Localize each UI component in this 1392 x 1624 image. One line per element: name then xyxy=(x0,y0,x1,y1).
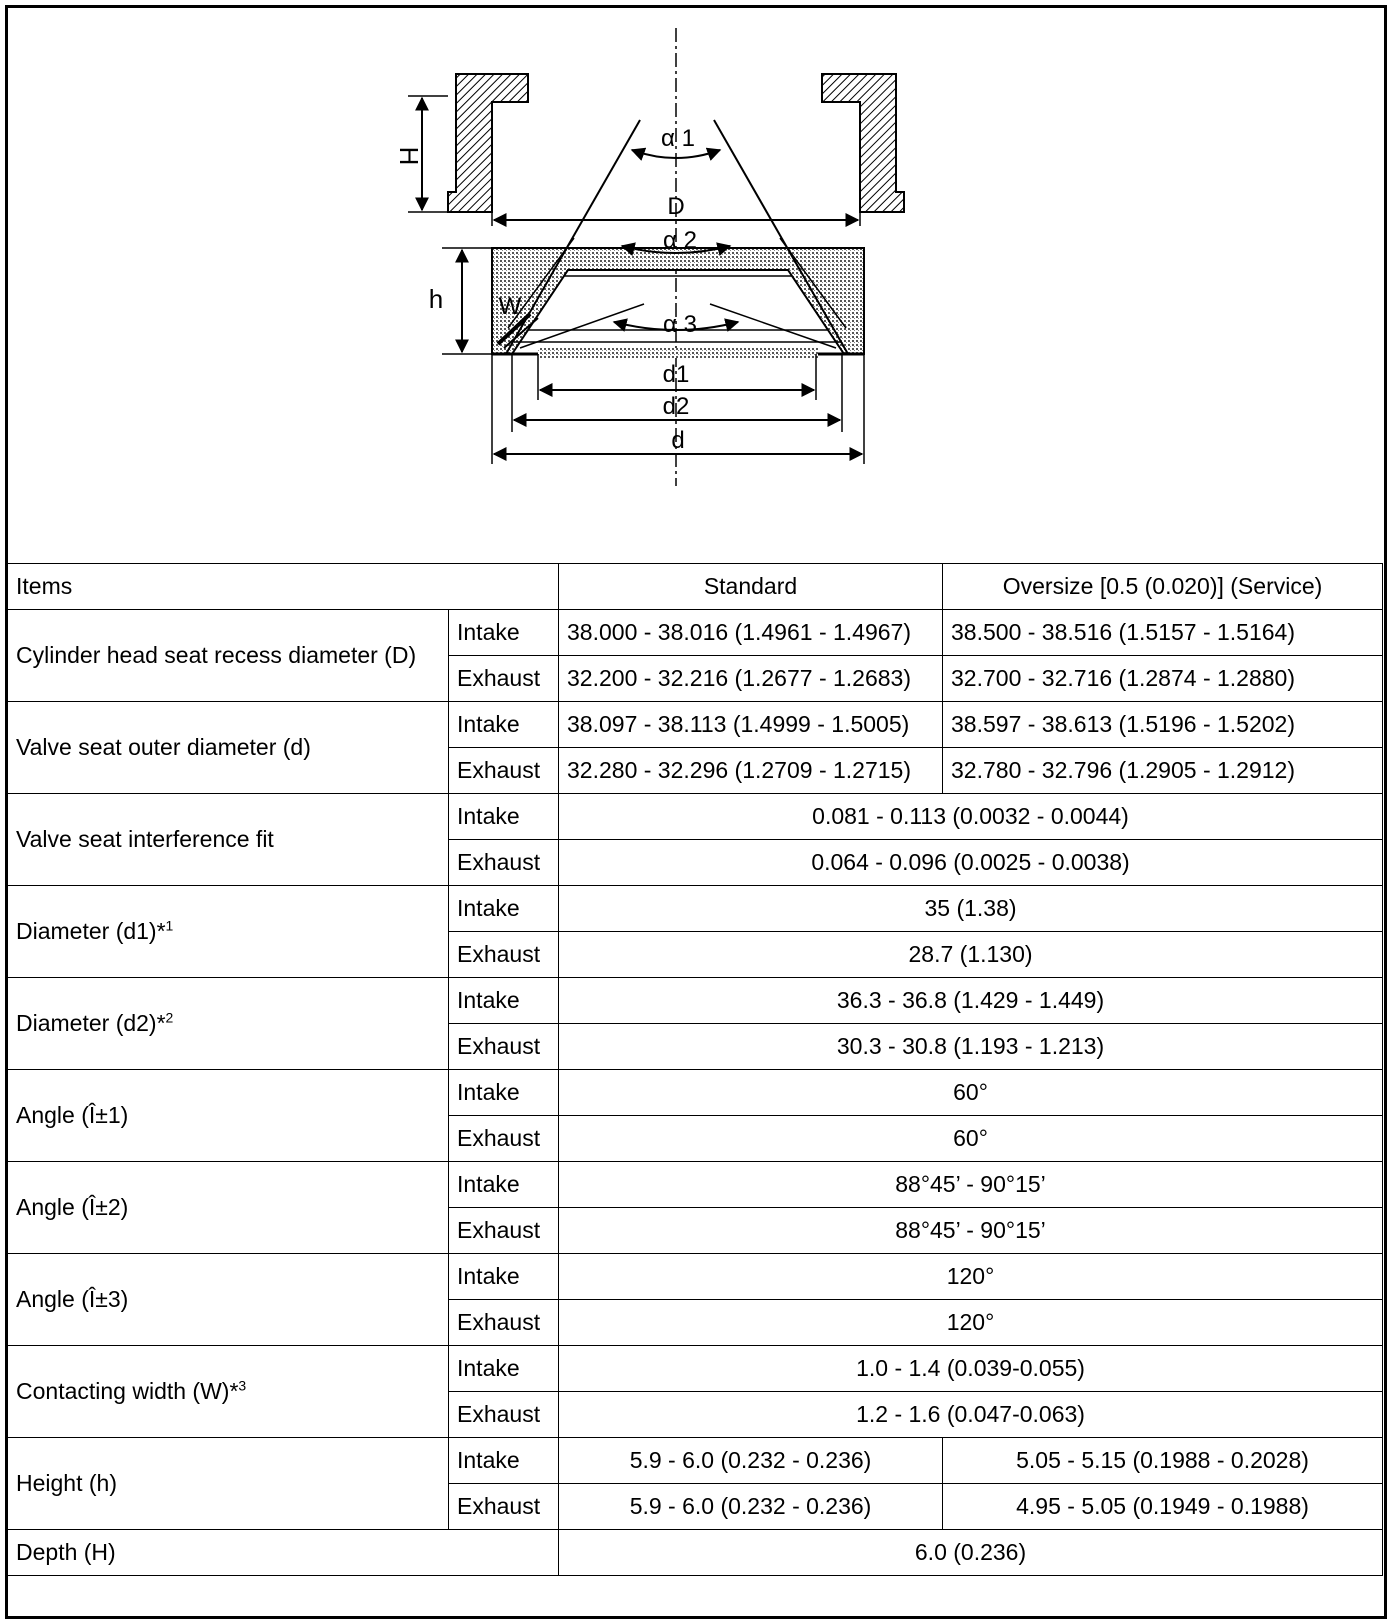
intake-label: Intake xyxy=(449,610,559,656)
exhaust-oversize-value: 32.780 - 32.796 (1.2905 - 1.2912) xyxy=(943,748,1383,794)
label-h: h xyxy=(428,284,444,314)
row-item-label: Height (h) xyxy=(8,1438,449,1530)
depth-label: Depth (H) xyxy=(8,1530,559,1576)
intake-value: 1.0 - 1.4 (0.039-0.055) xyxy=(559,1346,1383,1392)
intake-standard-value: 38.000 - 38.016 (1.4961 - 1.4967) xyxy=(559,610,943,656)
label-d1: d1 xyxy=(662,361,690,388)
row-item-label: Angle (Î±2) xyxy=(8,1162,449,1254)
exhaust-label: Exhaust xyxy=(449,932,559,978)
row-item-label: Valve seat interference fit xyxy=(8,794,449,886)
depth-value: 6.0 (0.236) xyxy=(559,1530,1383,1576)
row-item-text: Diameter (d2)* xyxy=(16,1010,166,1036)
row-item-label: Angle (Î±1) xyxy=(8,1070,449,1162)
intake-label: Intake xyxy=(449,1438,559,1484)
header-oversize: Oversize [0.5 (0.020)] (Service) xyxy=(943,564,1383,610)
intake-oversize-value: 38.500 - 38.516 (1.5157 - 1.5164) xyxy=(943,610,1383,656)
intake-value: 35 (1.38) xyxy=(559,886,1383,932)
intake-label: Intake xyxy=(449,1254,559,1300)
row-item-text: Diameter (d1)* xyxy=(16,918,166,944)
row-item-label: Angle (Î±3) xyxy=(8,1254,449,1346)
table-header-row xyxy=(8,564,1383,610)
table-row xyxy=(8,1162,1383,1208)
exhaust-oversize-value: 4.95 - 5.05 (0.1949 - 0.1988) xyxy=(943,1484,1383,1530)
exhaust-value: 120° xyxy=(559,1300,1383,1346)
intake-oversize-value: 38.597 - 38.613 (1.5196 - 1.5202) xyxy=(943,702,1383,748)
table-row xyxy=(8,978,1383,1024)
header-standard: Standard xyxy=(559,564,943,610)
exhaust-value: 88°45’ - 90°15’ xyxy=(559,1208,1383,1254)
intake-value: 120° xyxy=(559,1254,1383,1300)
intake-label: Intake xyxy=(449,794,559,840)
row-item-label xyxy=(8,886,449,978)
table-row xyxy=(8,610,1383,656)
label-H: H xyxy=(394,146,424,166)
intake-oversize-value: 5.05 - 5.15 (0.1988 - 0.2028) xyxy=(943,1438,1383,1484)
exhaust-label: Exhaust xyxy=(449,748,559,794)
exhaust-standard-value: 32.200 - 32.216 (1.2677 - 1.2683) xyxy=(559,656,943,702)
cylinder-head-right xyxy=(822,74,904,212)
exhaust-label: Exhaust xyxy=(449,1116,559,1162)
row-item-label: Cylinder head seat recess diameter (D) xyxy=(8,610,449,702)
intake-value: 60° xyxy=(559,1070,1383,1116)
table-row xyxy=(8,794,1383,840)
label-d: d xyxy=(671,427,685,454)
footnote-mark: 1 xyxy=(165,917,174,934)
intake-label: Intake xyxy=(449,1162,559,1208)
label-D: D xyxy=(667,193,685,220)
exhaust-label: Exhaust xyxy=(449,840,559,886)
exhaust-label: Exhaust xyxy=(449,656,559,702)
table-row xyxy=(8,1530,1383,1576)
header-items: Items xyxy=(8,564,559,610)
table-row xyxy=(8,702,1383,748)
label-d2: d2 xyxy=(662,393,690,420)
exhaust-label: Exhaust xyxy=(449,1208,559,1254)
exhaust-standard-value: 32.280 - 32.296 (1.2709 - 1.2715) xyxy=(559,748,943,794)
exhaust-standard-value: 5.9 - 6.0 (0.232 - 0.236) xyxy=(559,1484,943,1530)
intake-label: Intake xyxy=(449,702,559,748)
exhaust-value: 1.2 - 1.6 (0.047-0.063) xyxy=(559,1392,1383,1438)
footnote-mark: 3 xyxy=(238,1377,247,1394)
intake-value: 36.3 - 36.8 (1.429 - 1.449) xyxy=(559,978,1383,1024)
exhaust-label: Exhaust xyxy=(449,1024,559,1070)
intake-value: 0.081 - 0.113 (0.0032 - 0.0044) xyxy=(559,794,1383,840)
intake-label: Intake xyxy=(449,886,559,932)
row-item-label: Valve seat outer diameter (d) xyxy=(8,702,449,794)
label-alpha3: α 3 xyxy=(663,311,697,338)
row-item-label xyxy=(8,978,449,1070)
label-alpha2: α 2 xyxy=(663,227,697,254)
intake-label: Intake xyxy=(449,1346,559,1392)
intake-label: Intake xyxy=(449,978,559,1024)
cylinder-head-left xyxy=(448,74,528,212)
exhaust-label: Exhaust xyxy=(449,1392,559,1438)
intake-standard-value: 5.9 - 6.0 (0.232 - 0.236) xyxy=(559,1438,943,1484)
intake-value: 88°45’ - 90°15’ xyxy=(559,1162,1383,1208)
table-row xyxy=(8,1346,1383,1392)
exhaust-value: 28.7 (1.130) xyxy=(559,932,1383,978)
exhaust-oversize-value: 32.700 - 32.716 (1.2874 - 1.2880) xyxy=(943,656,1383,702)
table-row xyxy=(8,1438,1383,1484)
exhaust-value: 0.064 - 0.096 (0.0025 - 0.0038) xyxy=(559,840,1383,886)
valve-seat-spec-table xyxy=(7,563,1383,1576)
footnote-mark: 2 xyxy=(165,1009,174,1026)
exhaust-label: Exhaust xyxy=(449,1300,559,1346)
valve-seat-diagram xyxy=(8,8,1384,568)
intake-standard-value: 38.097 - 38.113 (1.4999 - 1.5005) xyxy=(559,702,943,748)
row-item-text: Contacting width (W)* xyxy=(16,1378,239,1404)
table-row xyxy=(8,1070,1383,1116)
exhaust-value: 30.3 - 30.8 (1.193 - 1.213) xyxy=(559,1024,1383,1070)
alpha1-right-line xyxy=(714,120,848,354)
row-item-label xyxy=(8,1346,449,1438)
valve-seat-insert xyxy=(492,248,864,358)
exhaust-value: 60° xyxy=(559,1116,1383,1162)
table-row xyxy=(8,1254,1383,1300)
label-W: W xyxy=(498,293,522,320)
exhaust-label: Exhaust xyxy=(449,1484,559,1530)
intake-label: Intake xyxy=(449,1070,559,1116)
label-alpha1: α 1 xyxy=(661,125,695,152)
table-row xyxy=(8,886,1383,932)
